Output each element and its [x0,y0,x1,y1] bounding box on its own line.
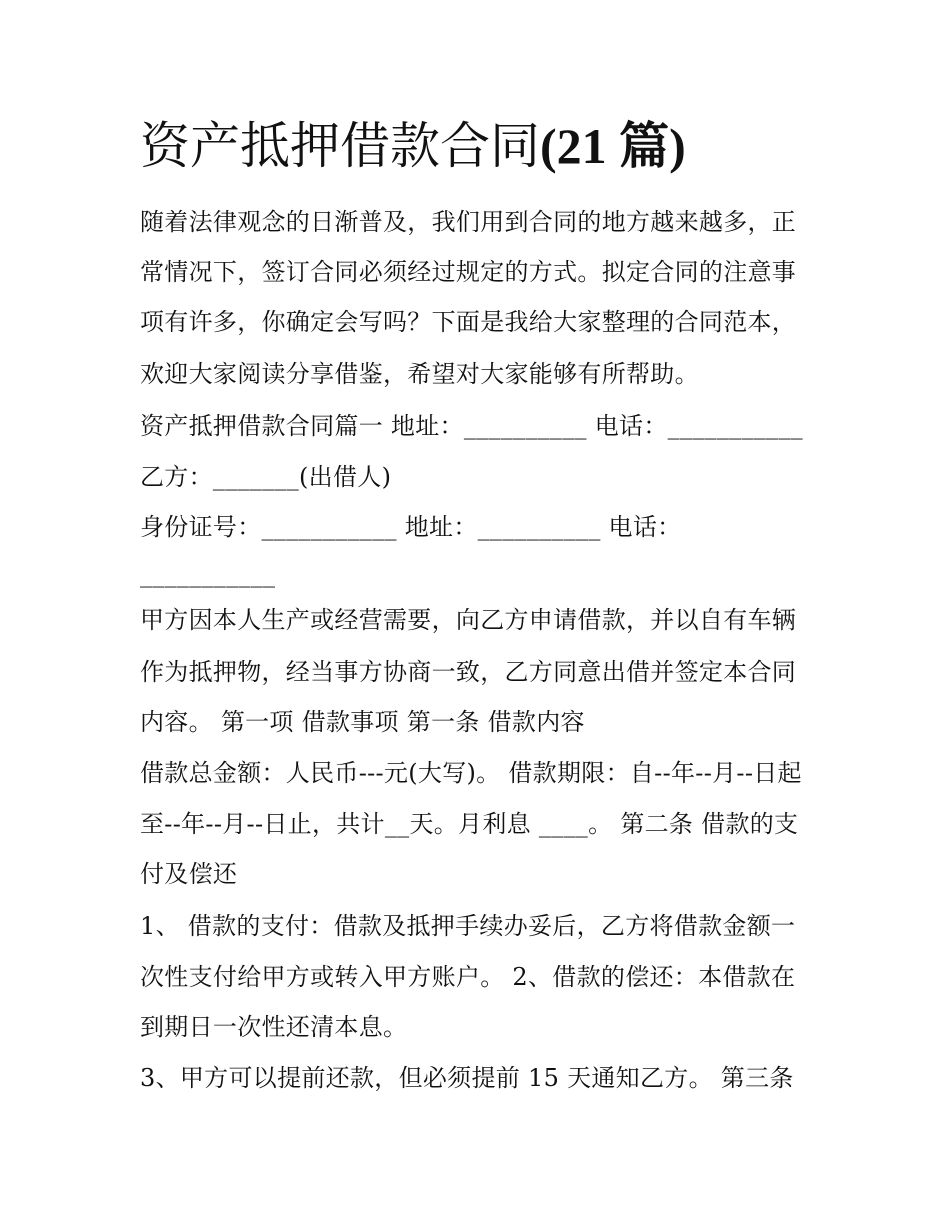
paragraph-line: 至--年--月--日止，共计__天。月利息 ____。 第二条 借款的支 [140,810,799,838]
paragraph-line: 常情况下，签订合同必须经过规定的方式。拟定合同的注意事 [140,258,797,286]
paragraph-line: 项有许多，你确定会写吗？下面是我给大家整理的合同范本， [140,308,797,336]
paragraph-line: 内容。 第一项 借款事项 第一条 借款内容 [140,708,585,736]
paragraph-line: ___________ [140,560,276,588]
document-title-text: 资产抵押借款合同 [140,117,540,175]
paragraph-line: 次性支付给甲方或转入甲方账户。 2、借款的偿还：本借款在 [140,963,796,991]
paragraph-line: 到期日一次性还清本息。 [140,1013,408,1041]
paragraph-line: 3、甲方可以提前还款，但必须提前 15 天通知乙方。 第三条 [140,1064,794,1092]
paragraph-line: 作为抵押物，经当事方协商一致，乙方同意出借并签定本合同 [140,658,797,686]
document-title [140,110,840,182]
paragraph-line: 资产抵押借款合同篇一 地址：__________ 电话：___________ [140,412,803,440]
paragraph-line: 借款总金额：人民币---元(大写)。 借款期限：自--年--月--日起 [140,759,802,787]
paragraph-line: 欢迎大家阅读分享借鉴，希望对大家能够有所帮助。 [140,360,699,388]
paragraph-line: 身份证号：___________ 地址：__________ 电话： [140,513,682,541]
paragraph-line: 乙方：_______(出借人) [140,463,392,491]
paragraph-line: 甲方因本人生产或经营需要，向乙方申请借款，并以自有车辆 [140,606,797,634]
paragraph-line: 1、 借款的支付：借款及抵押手续办妥后，乙方将借款金额一 [140,912,796,940]
document-title-count: (21 篇) [540,118,686,174]
paragraph-line: 随着法律观念的日渐普及，我们用到合同的地方越来越多，正 [140,208,797,236]
paragraph-line: 付及偿还 [140,860,238,888]
